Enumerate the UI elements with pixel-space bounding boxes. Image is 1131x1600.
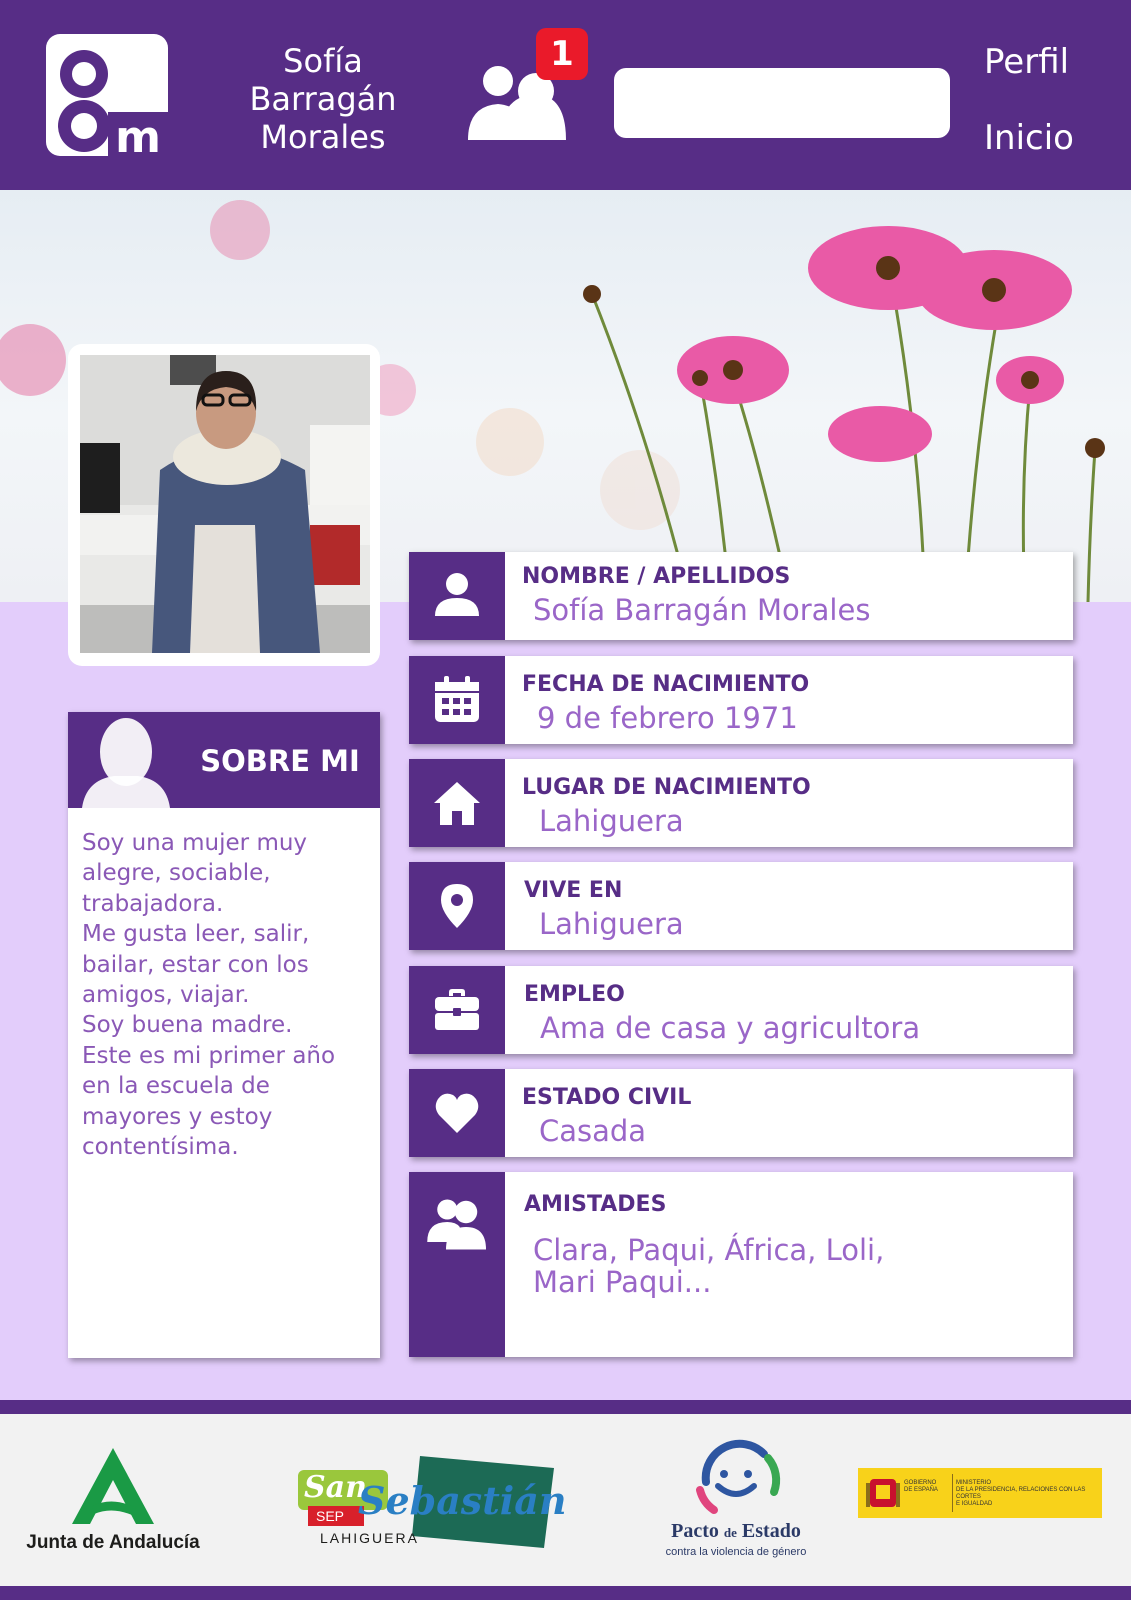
info-value-friends: Clara, Paqui, África, Loli, Mari Paqui...: [533, 1233, 885, 1299]
san-sebastian-sep: SEP: [316, 1508, 345, 1524]
info-label-name: NOMBRE / APELLIDOS: [522, 564, 791, 589]
friends-icon: [426, 1192, 486, 1252]
home-icon: [433, 779, 481, 827]
pacto-title-b: Estado: [741, 1520, 801, 1542]
profile-user-name: Sofía Barragán Morales: [249, 42, 397, 156]
info-label-residence: VIVE EN: [524, 878, 623, 903]
search-input[interactable]: [614, 68, 950, 138]
footer-bottom-bar: [0, 1586, 1131, 1600]
info-row-friends: [409, 1172, 1073, 1357]
san-sebastian-place: LAHIGUERA: [320, 1530, 419, 1546]
san-sebastian-san: San: [304, 1470, 367, 1505]
about-me-text: Soy una mujer muy alegre, sociable, trabajadora. Me gusta leer, salir, bailar, estar con los amigos, viajar. Soy buena madre. Este es mi primer año en la escuela de mayores y estoy contentísima.: [82, 830, 336, 1161]
notification-badge: 1: [536, 28, 588, 80]
ministerio-text: MINISTERIO DE LA PRESIDENCIA, RELACIONES CON LAS CORTES E IGUALDAD: [956, 1480, 1086, 1507]
gobierno-espana-text: GOBIERNO DE ESPAÑA: [904, 1480, 938, 1493]
gobierno-espana-logo: [858, 1468, 1102, 1518]
heart-icon: [433, 1089, 481, 1137]
info-label-employment: EMPLEO: [524, 982, 625, 1007]
about-me-title: SOBRE MI: [200, 744, 360, 778]
pacto-subtitle: contra la violencia de género: [665, 1546, 807, 1558]
info-label-birthplace: LUGAR DE NACIMIENTO: [522, 775, 811, 800]
info-row-birthplace: [409, 759, 1073, 847]
san-sebastian-logo: [298, 1452, 567, 1556]
pacto-title-de: de: [723, 1525, 737, 1540]
junta-andalucia-logo: [18, 1444, 208, 1564]
pacto-title-a: Pacto: [671, 1520, 719, 1542]
about-me-header: [68, 712, 380, 808]
calendar-icon: [433, 676, 481, 724]
info-value-birthplace: Lahiguera: [539, 804, 684, 838]
info-row-marital-status: [409, 1069, 1073, 1157]
info-value-employment: Ama de casa y agricultora: [540, 1011, 921, 1045]
avatar-silhouette-icon: [76, 712, 176, 808]
briefcase-icon: [433, 986, 481, 1034]
info-label-birthdate: FECHA DE NACIMIENTO: [522, 672, 810, 697]
person-icon: [433, 570, 481, 618]
footer-logos: [0, 1414, 1131, 1586]
coat-of-arms-icon: [866, 1473, 900, 1513]
san-sebastian-name: Sebastián: [358, 1478, 567, 1523]
info-value-residence: Lahiguera: [539, 907, 684, 941]
location-pin-icon: [433, 882, 481, 930]
info-label-marital-status: ESTADO CIVIL: [522, 1085, 692, 1110]
profile-photo: [80, 355, 370, 653]
info-row-employment: [409, 966, 1073, 1054]
info-value-name: Sofía Barragán Morales: [533, 593, 871, 627]
info-row-residence: [409, 862, 1073, 950]
junta-andalucia-text: Junta de Andalucía: [26, 1532, 200, 1553]
info-row-birthdate: [409, 656, 1073, 744]
info-row-name: [409, 552, 1073, 640]
info-label-friends: AMISTADES: [524, 1192, 667, 1217]
svg-text:m: m: [115, 112, 161, 160]
about-me-card: [68, 712, 380, 1358]
info-value-marital-status: Casada: [539, 1114, 647, 1148]
footer-divider: [0, 1400, 1131, 1414]
nav-link-perfil[interactable]: Perfil: [984, 42, 1070, 82]
app-logo[interactable]: [46, 34, 172, 160]
info-value-birthdate: 9 de febrero 1971: [537, 701, 798, 735]
nav-link-inicio[interactable]: Inicio: [984, 118, 1074, 158]
pacto-de-estado-logo: [656, 1436, 816, 1566]
